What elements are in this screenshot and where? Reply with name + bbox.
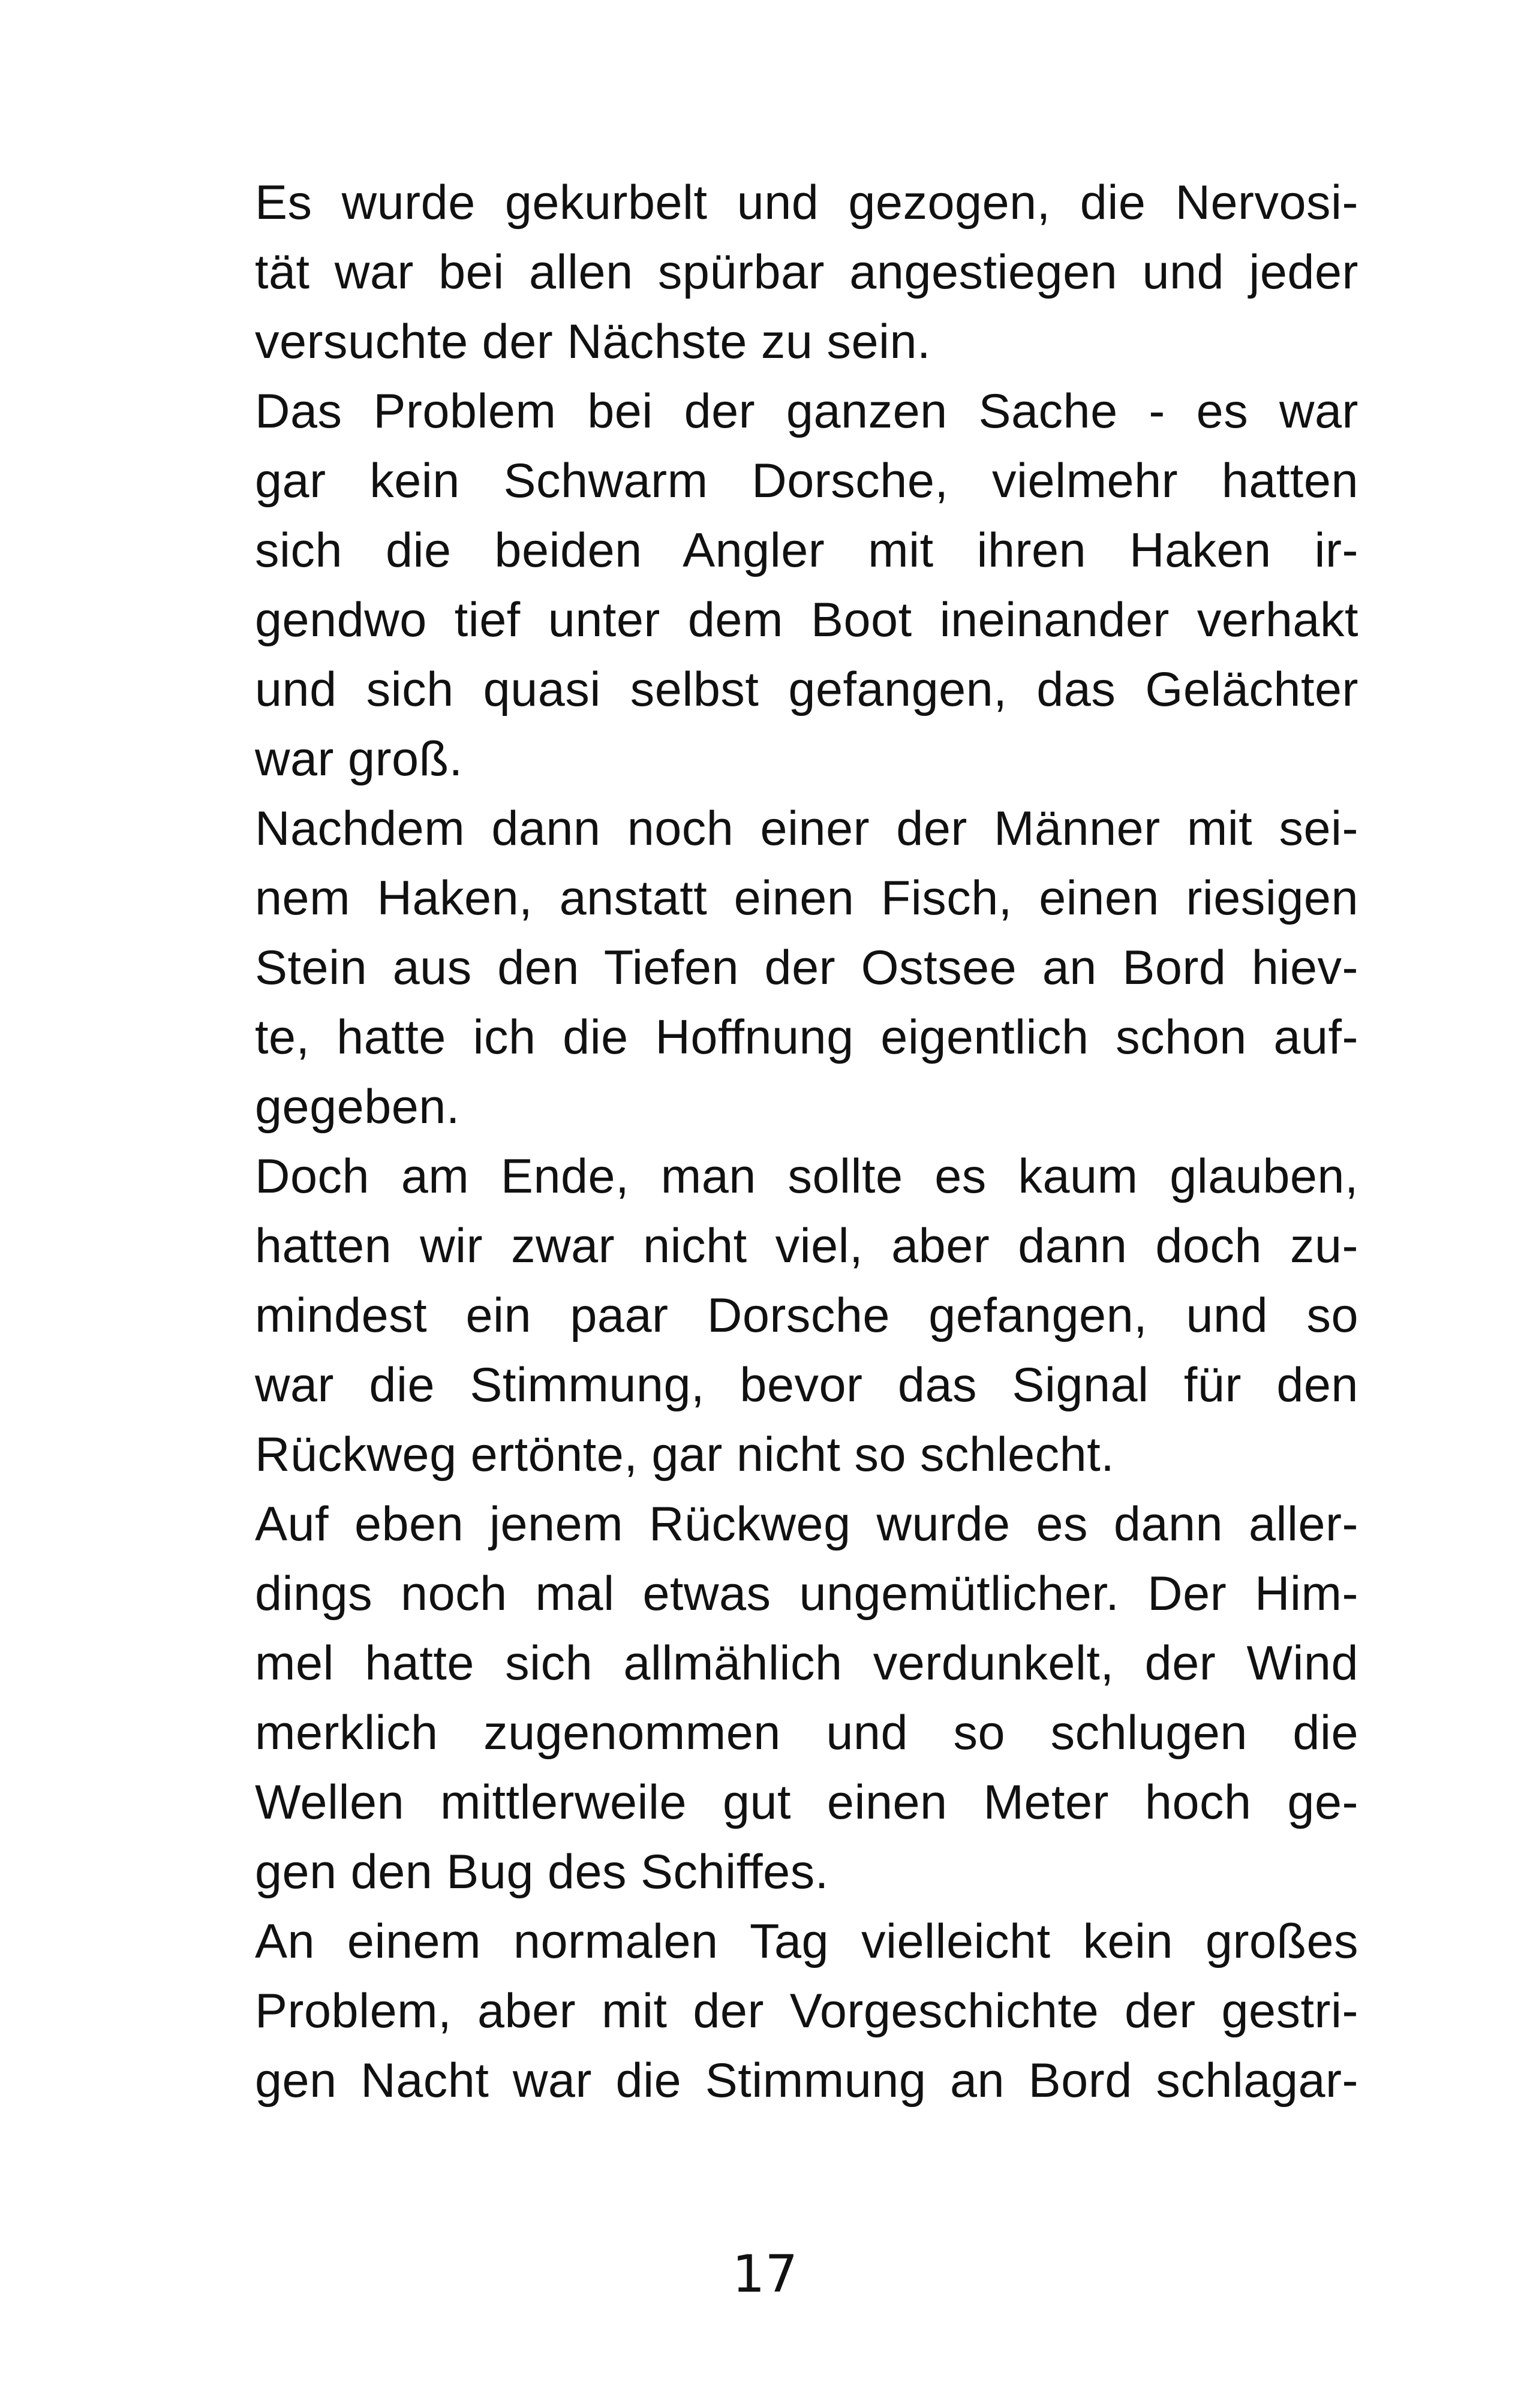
text-line: gendwo tief unter dem Boot ineinander verhakt xyxy=(255,593,1358,647)
text-line: Es wurde gekurbelt und gezogen, die Nervosi- xyxy=(255,176,1358,230)
text-line: gen Nacht war die Stimmung an Bord schlagar- xyxy=(255,2054,1358,2108)
text-line: versuchte der Nächste zu sein. xyxy=(255,315,931,369)
text-line: war groß. xyxy=(255,732,463,786)
text-line: Rückweg ertönte, gar nicht so schlecht. xyxy=(255,1428,1115,1482)
text-line: mindest ein paar Dorsche gefangen, und so xyxy=(255,1289,1358,1343)
text-line: gegeben. xyxy=(255,1080,460,1134)
text-line: Doch am Ende, man sollte es kaum glauben, xyxy=(255,1149,1358,1203)
text-line: Wellen mittlerweile gut einen Meter hoch ge- xyxy=(255,1775,1358,1829)
page-number: 17 xyxy=(732,2244,798,2304)
text-line: nem Haken, anstatt einen Fisch, einen riesigen xyxy=(255,871,1358,925)
text-line: und sich quasi selbst gefangen, das Gelächter xyxy=(255,663,1358,717)
text-line: sich die beiden Angler mit ihren Haken ir- xyxy=(255,523,1358,577)
text-line: An einem normalen Tag vielleicht kein großes xyxy=(255,1915,1358,1968)
text-line: dings noch mal etwas ungemütlicher. Der Him- xyxy=(255,1567,1358,1621)
text-line: Das Problem bei der ganzen Sache - es war xyxy=(255,384,1358,438)
text-line: Nachdem dann noch einer der Männer mit sei- xyxy=(255,802,1358,856)
text-line: Auf eben jenem Rückweg wurde es dann aller- xyxy=(255,1497,1358,1551)
text-line: mel hatte sich allmählich verdunkelt, der Wind xyxy=(255,1636,1358,1690)
text-line: merklich zugenommen und so schlugen die xyxy=(255,1706,1358,1760)
text-line: Stein aus den Tiefen der Ostsee an Bord hiev- xyxy=(255,941,1358,995)
body-text xyxy=(255,168,1358,2115)
text-line: war die Stimmung, bevor das Signal für den xyxy=(255,1358,1358,1412)
text-line: gar kein Schwarm Dorsche, vielmehr hatten xyxy=(255,454,1358,508)
text-line: gen den Bug des Schiffes. xyxy=(255,1845,829,1899)
text-line: hatten wir zwar nicht viel, aber dann doch zu- xyxy=(255,1219,1358,1273)
text-line: Problem, aber mit der Vorgeschichte der gestri- xyxy=(255,1984,1358,2038)
text-line: tät war bei allen spürbar angestiegen und jeder xyxy=(255,245,1358,299)
text-line: te, hatte ich die Hoffnung eigentlich schon auf- xyxy=(255,1010,1358,1064)
